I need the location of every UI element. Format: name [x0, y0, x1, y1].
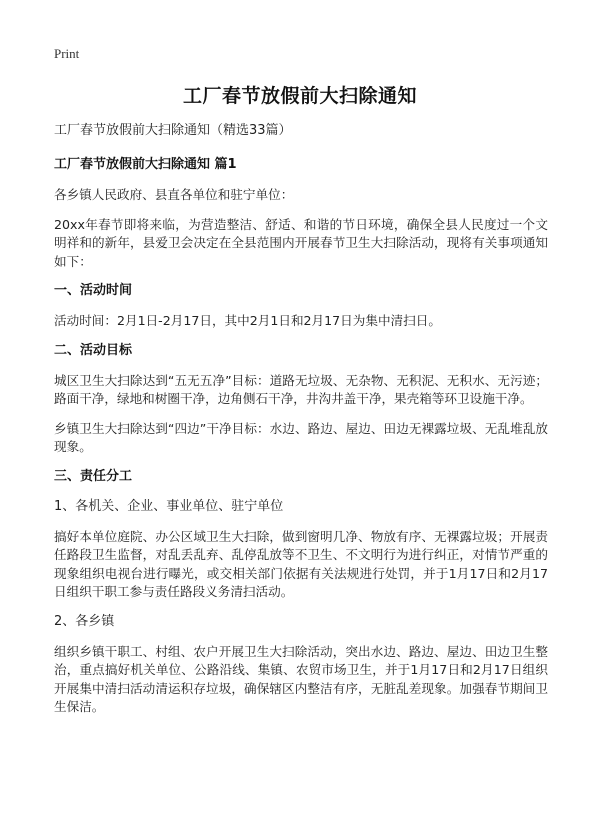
intro-paragraph: 20xx年春节即将来临，为营造整洁、舒适、和谐的节日环境，确保全县人民度过一个文明祥和的新年，县爱卫会决定在全县范围内开展春节卫生大扫除活动，现将有关事项通知如下：	[54, 216, 548, 269]
page-title: 工厂春节放假前大扫除通知	[182, 85, 417, 107]
section-heading-goals: 二、活动目标	[54, 342, 133, 358]
article-title: 工厂春节放假前大扫除通知 篇1	[54, 157, 237, 172]
subheading-towns: 2、各乡镇	[54, 613, 115, 629]
document-subtitle: 工厂春节放假前大扫除通知（精选33篇）	[54, 123, 292, 138]
document-body	[54, 122, 548, 728]
section-heading-responsibilities: 三、责任分工	[54, 468, 133, 484]
section-time-paragraph: 活动时间：2月1日-2月17日，其中2月1日和2月17日为集中清扫日。	[54, 313, 441, 328]
section-heading-time: 一、活动时间	[54, 283, 133, 298]
section-goals-paragraph-rural: 乡镇卫生大扫除达到“四边”干净目标：水边、路边、屋边、田边无裸露垃圾、无乱堆乱放现象。	[54, 420, 548, 454]
greeting-paragraph: 各乡镇人民政府、县直各单位和驻宁单位：	[54, 187, 294, 202]
towns-paragraph: 组织乡镇干职工、村组、农户开展卫生大扫除活动，突出水边、路边、屋边、田边卫生整治，重点搞好机关单位、公路沿线、集镇、农贸市场卫生，并于1月17日和2月17日组织开展集中清扫活动清运积存垃圾，确保辖区内整洁有序，无脏乱差现象。加强春节期间卫生保洁。	[54, 643, 548, 714]
subheading-units: 1、各机关、企业、事业单位、驻宁单位	[54, 498, 284, 514]
units-paragraph: 搞好本单位庭院、办公区域卫生大扫除，做到窗明几净、物放有序、无裸露垃圾；开展责任路段卫生监督，对乱丢乱弃、乱停乱放等不卫生、不文明行为进行纠正，对情节严重的现象组织电视台进行曝光，或交相关部门依据有关法规进行处罚，并于1月17日和2月17日组织干职工参与责任路段义务清扫活动。	[54, 528, 548, 599]
print-link[interactable]: Print	[54, 46, 80, 61]
section-goals-paragraph-urban: 城区卫生大扫除达到“五无五净”目标：道路无垃圾、无杂物、无积泥、无积水、无污迹；路面干净，绿地和树圈干净，边角侧石干净，井沟井盖干净，果壳箱等环卫设施干净。	[54, 372, 548, 406]
